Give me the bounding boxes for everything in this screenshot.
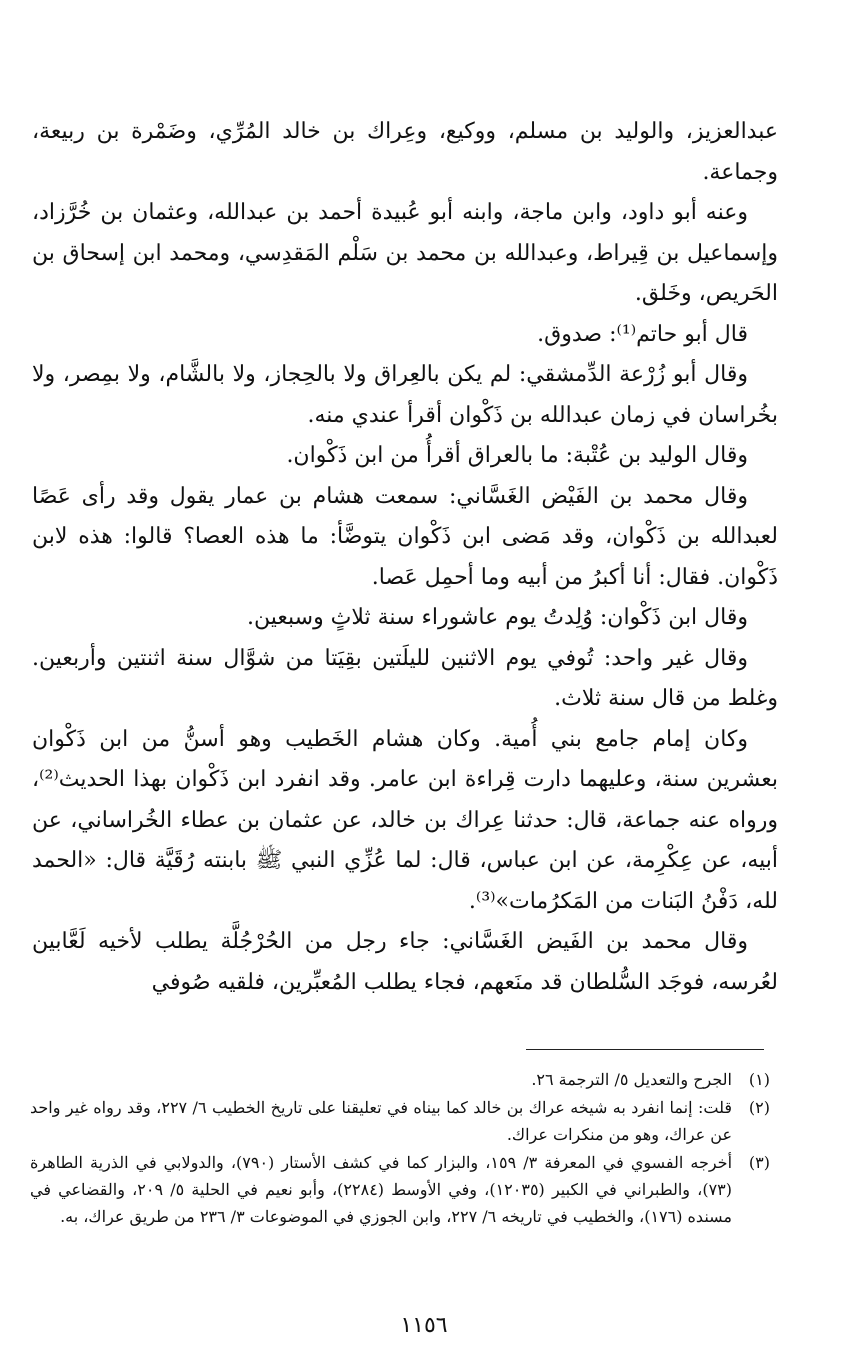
paragraph: وكان إمام جامع بني أُمية. وكان هشام الخَطيب وهو أسنُّ من ابن ذَكْوان بعشرين سنة، وعليهما دارت قِراءة ابن عامر. وقد انفرد ابن ذَكْوان بهذا الحديث⁽²⁾، ورواه عنه جماعة، قال: حدثنا عِراك بن خالد، عن عثمان بن عطاء الخُراساني، عن أبيه، عن عِكْرِمة، عن ابن عباس، قال: لما عُزِّي النبي ﷺ بابنته رُقَيَّة قال: «الحمد لله، دَفْنُ البَنات من المَكرُمات»⁽³⁾.: [32, 726, 778, 914]
footnote-marker: (٢): [748, 1098, 770, 1117]
footnote-3: [30, 1149, 770, 1230]
page-number: ١١٥٦: [400, 1313, 448, 1338]
paragraph: وقال أبو زُرْعة الدِّمشقي: لم يكن بالعِراق ولا بالحِجاز، ولا بالشَّام، ولا بمِصر، ولا بخُراسان في زمان عبدالله بن ذَكْوان أقرأ عندي منه.: [32, 362, 778, 428]
paragraph: قال أبو حاتم⁽¹⁾: صدوق.: [537, 321, 748, 347]
footnotes: [30, 1066, 770, 1231]
paragraph: وقال ابن ذَكْوان: وُلِدتُ يوم عاشوراء سنة ثلاثٍ وسبعين.: [247, 605, 748, 630]
paragraph: وقال غير واحد: تُوفي يوم الاثنين لليلَتين بقِيَتا من شوَّال سنة اثنتين وأربعين. وغلط من قال سنة ثلاث.: [32, 645, 778, 711]
footnote-marker: (٣): [748, 1153, 770, 1172]
main-text: [32, 112, 778, 1003]
paragraph: عبدالعزيز، والوليد بن مسلم، ووكيع، وعِراك بن خالد المُرِّي، وضَمْرة بن ربيعة، وجماعة.: [32, 119, 778, 185]
footnote-text: الجرح والتعديل ٥/ الترجمة ٢٦.: [531, 1070, 732, 1089]
footnote-divider: [526, 1049, 764, 1050]
footnote-marker: (١): [748, 1070, 770, 1089]
footnote-1: [30, 1066, 770, 1093]
paragraph: وقال الوليد بن عُتْبة: ما بالعراق أقرأُ من ابن ذَكْوان.: [286, 443, 748, 468]
paragraph: وقال محمد بن الفَيض الغَسَّاني: جاء رجل من الحُرْجُلَّة يطلب لأخيه لَعَّابين لعُرسه، فوجَد السُّلطان قد منَعهم، فجاء يطلب المُعبِّرين، فلقيه صُوفي: [32, 929, 778, 995]
paragraph: وعنه أبو داود، وابن ماجة، وابنه أبو عُبيدة أحمد بن عبدالله، وعثمان بن خُرَّزاد، وإسماعيل بن قِيراط، وعبدالله بن محمد بن سَلْم المَقدِسي، ومحمد ابن إسحاق بن الحَريص، وخَلق.: [32, 200, 778, 306]
paragraph: وقال محمد بن الفَيْض الغَسَّاني: سمعت هشام بن عمار يقول وقد رأى عَصًا لعبدالله بن ذَكْوان، وقد مَضى ابن ذَكْوان يتوضَّأ: ما هذه العصا؟ قالوا: هذه لابن ذَكْوان. فقال: أنا أكبرُ من أبيه وما أحمِل عَصا.: [32, 483, 778, 590]
footnote-text: قلت: إنما انفرد به شيخه عراك بن خالد كما بيناه في تعليقنا على تاريخ الخطيب ٦/ ٢٢٧، وقد رواه غير واحد عن عراك، وهو من منكرات عراك.: [30, 1098, 733, 1144]
footnote-2: [30, 1094, 770, 1148]
footnote-text: أخرجه الفسوي في المعرفة ٣/ ١٥٩، والبزار كما في كشف الأستار (٧٩٠)، والدولابي في الذرية الطاهرة (٧٣)، والطبراني في الكبير (١٢٠٣٥)، وفي الأوسط (٢٢٨٤)، وأبو نعيم في الحلية ٥/ ٢٠٩، والقضاعي في مسنده (١٧٦)، والخطيب في تاريخه ٦/ ٢٢٧، وابن الجوزي في الموضوعات ٣/ ٢٣٦ من طريق عراك، به.: [30, 1153, 733, 1226]
